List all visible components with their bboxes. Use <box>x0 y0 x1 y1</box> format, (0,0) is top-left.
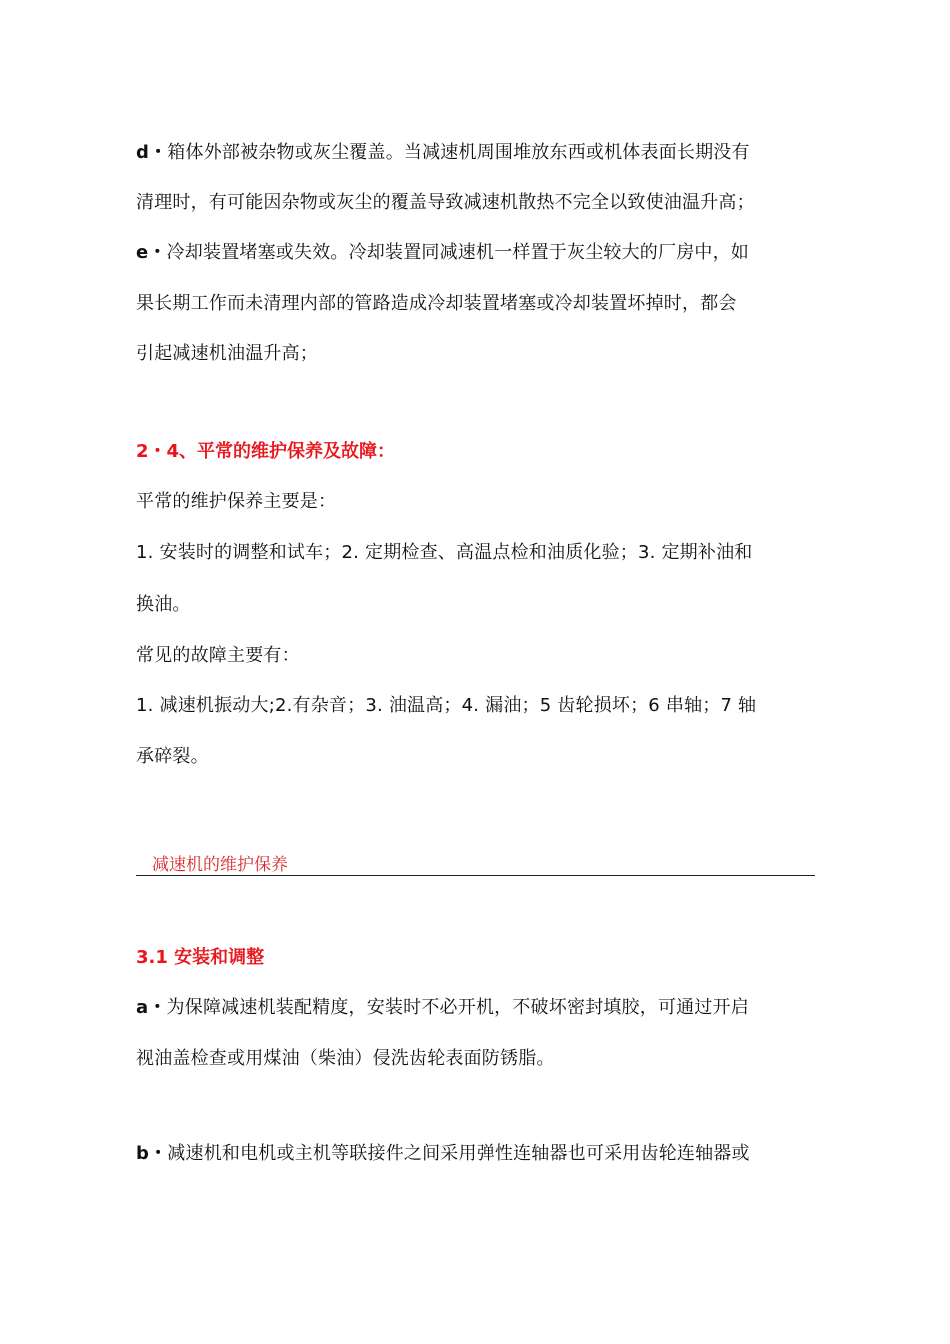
paragraph-b-text-1: 减速机和电机或主机等联接件之间采用弹性连轴器也可采用齿轮连轴器或 <box>167 1143 750 1164</box>
item-prefix-d: d・ <box>136 142 168 163</box>
paragraph-d-line-1 <box>136 141 816 165</box>
item-prefix-e: e・ <box>136 242 167 263</box>
faults-line-1: 1. 减速机振动大;2.有杂音；3. 油温高；4. 漏油；5 齿轮损坏；6 串轴；7 轴 <box>136 695 757 716</box>
paragraph-a-text-1: 为保障减速机装配精度，安装时不必开机，不破坏密封填胶，可通过开启 <box>166 997 749 1018</box>
paragraph-a-line-1 <box>136 996 816 1020</box>
section-title: 减速机的维护保养 <box>152 855 288 875</box>
item-prefix-a: a・ <box>136 997 167 1018</box>
paragraph-e-line-1 <box>136 241 816 265</box>
heading-3-1: 3.1 安装和调整 <box>136 947 265 968</box>
paragraph-b-line-1 <box>136 1142 816 1166</box>
maintenance-line-2: 换油。 <box>136 594 191 615</box>
heading-2-4: 2・4、平常的维护保养及故障： <box>136 441 396 462</box>
maintenance-line-1: 1. 安装时的调整和试车；2. 定期检查、高温点检和油质化验；3. 定期补油和 <box>136 542 753 563</box>
paragraph-e-text-1: 冷却装置堵塞或失效。冷却装置同减速机一样置于灰尘较大的厂房中，如 <box>166 242 750 263</box>
maintenance-intro: 平常的维护保养主要是： <box>136 491 337 512</box>
paragraph-e-line-3: 引起减速机油温升高； <box>136 343 318 364</box>
paragraph-d-line-2: 清理时，有可能因杂物或灰尘的覆盖导致减速机散热不完全以致使油温升高； <box>136 192 755 213</box>
paragraph-e-line-2: 果长期工作而未清理内部的管路造成冷却装置堵塞或冷却装置坏掉时，都会 <box>136 293 737 314</box>
item-prefix-b: b・ <box>136 1143 168 1164</box>
paragraph-d-text-1: 箱体外部被杂物或灰尘覆盖。当减速机周围堆放东西或机体表面长期没有 <box>167 142 750 163</box>
faults-intro: 常见的故障主要有： <box>136 645 300 666</box>
paragraph-a-line-2: 视油盖检查或用煤油（柴油）侵洗齿轮表面防锈脂。 <box>136 1048 555 1069</box>
faults-line-2: 承碎裂。 <box>136 746 209 767</box>
section-divider <box>136 875 815 876</box>
